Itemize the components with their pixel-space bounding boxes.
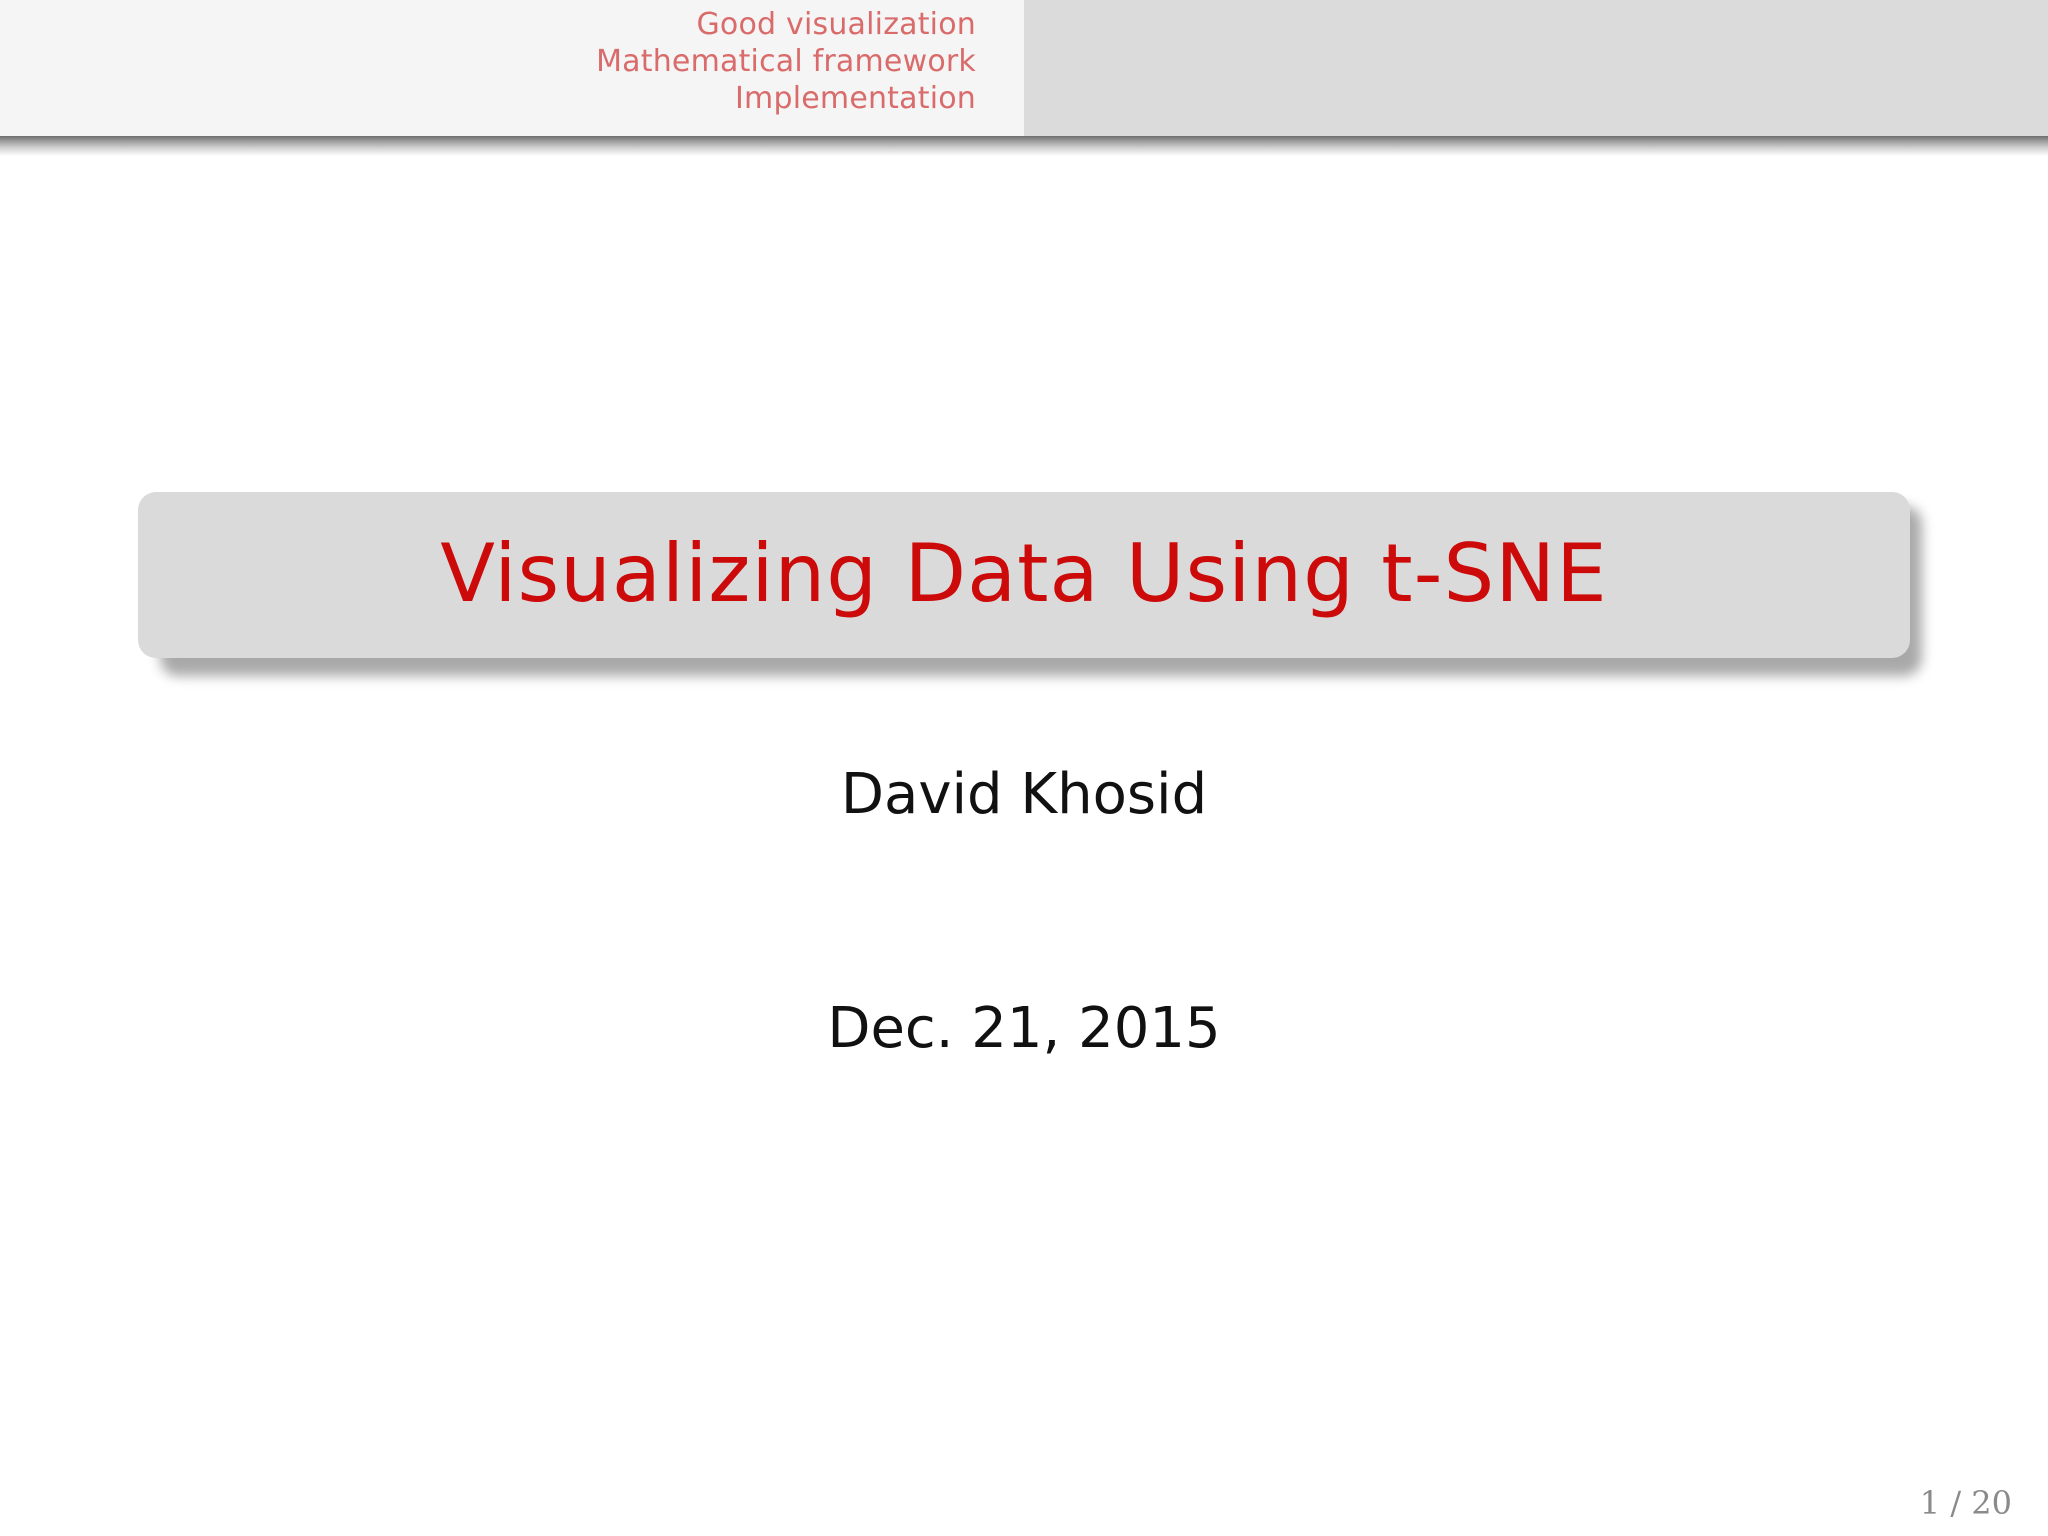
nav-section-mathematical-framework[interactable]: Mathematical framework [596,44,976,79]
author-name: David Khosid [840,762,1208,827]
section-navigation-bar [0,0,2048,136]
page-number: 1 / 20 [1919,1484,2012,1522]
header-shadow [0,136,2048,156]
section-navigation [0,0,1024,136]
nav-section-good-visualization[interactable]: Good visualization [696,7,976,42]
subsection-navigation [1024,0,2048,136]
nav-section-implementation[interactable]: Implementation [734,81,976,116]
slide-title: Visualizing Data Using t-SNE [440,526,1608,620]
title-box [138,492,1910,658]
presentation-date: Dec. 21, 2015 [827,996,1221,1061]
